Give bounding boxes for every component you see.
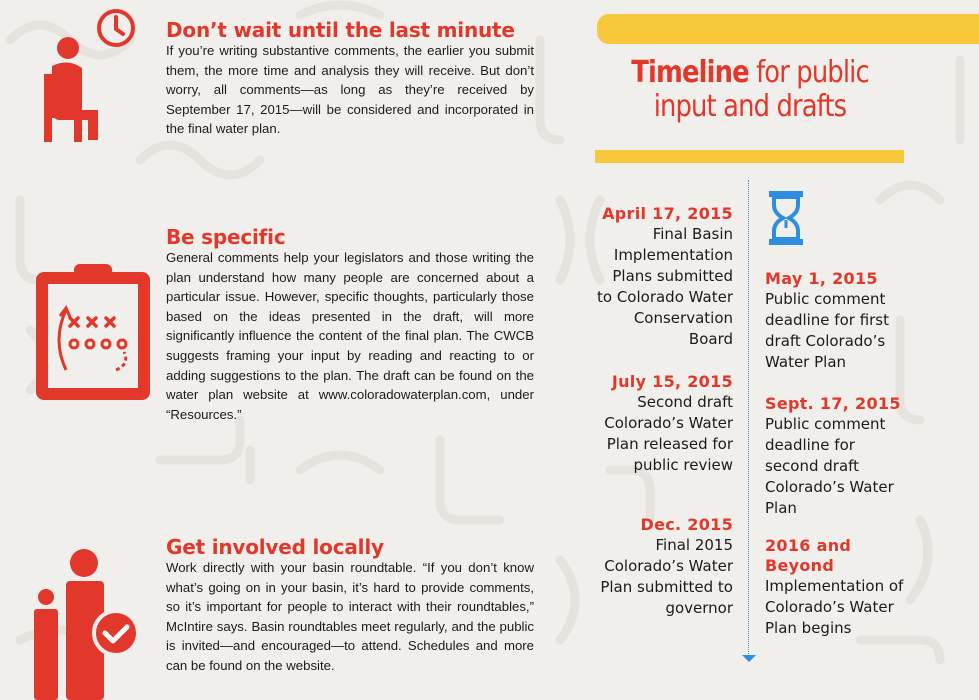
event-date: 2016 and Beyond xyxy=(765,536,852,575)
timeline-event xyxy=(765,536,907,639)
timeline-axis xyxy=(748,180,749,656)
section-heading: Be specific xyxy=(166,225,286,249)
timeline-top-banner xyxy=(597,14,979,44)
timeline-arrow-icon xyxy=(742,655,756,662)
family-checkmark-icon xyxy=(30,545,148,700)
section-body: If you’re writing substantive comments, the earlier you submit them, the more time and analysis they will receive. But don’t worry, all comments—as long as they’re received by September 17, 2015—will be considered and incorporated in the final water plan. xyxy=(166,43,534,137)
timeline-event xyxy=(765,269,905,373)
event-text: Public comment deadline for second draft Colorado’s Water Plan xyxy=(765,415,894,517)
timeline-title xyxy=(618,56,881,124)
section-body: General comments help your legislators and those writing the plan understand how many people are concerned about a particular issue. However, specific thoughts, particularly those based on the ideas presented in the draft, will more significantly influence the content of the final plan. The CWCB suggests framing your input by reading and reacting to or adding suggestions to the plan. The draft can be found on the water plan website at www.coloradowaterplan.com, under “Resources.” xyxy=(166,250,534,422)
timeline-event xyxy=(597,372,733,476)
section-get-involved xyxy=(166,536,534,676)
timeline-event xyxy=(597,204,733,350)
event-text: Final Basin Implementation Plans submitted to Colorado Water Conservation Board xyxy=(597,225,733,348)
event-date: May 1, 2015 xyxy=(765,269,878,288)
section-last-minute xyxy=(166,19,534,139)
person-waiting-clock-icon xyxy=(38,8,138,148)
timeline-event xyxy=(765,394,907,519)
section-heading: Get involved locally xyxy=(166,535,384,559)
clipboard-playbook-icon xyxy=(30,258,158,403)
event-text: Second draft Colorado’s Water Plan released for public review xyxy=(604,393,733,474)
timeline-title-line2: input and drafts xyxy=(653,89,847,124)
event-date: Dec. 2015 xyxy=(640,515,733,534)
event-date: Sept. 17, 2015 xyxy=(765,394,901,413)
timeline-title-bold: Timeline xyxy=(631,55,749,90)
event-text: Final 2015 Colorado’s Water Plan submitted to governor xyxy=(600,536,733,617)
event-date: July 15, 2015 xyxy=(611,372,733,391)
section-body: Work directly with your basin roundtable. “If you don’t know what’s going on in your basin, it’s hard to provide comments, so it’s important for people to interact with their roundtables,” McIntire says. Basin roundtables meet regularly, and the public is invited—and encouraged—to attend. Schedules and more can be found on the website. xyxy=(166,560,534,673)
section-heading: Don’t wait until the last minute xyxy=(166,18,515,42)
timeline-event xyxy=(597,515,733,619)
event-date: April 17, 2015 xyxy=(602,204,733,223)
section-be-specific xyxy=(166,226,534,424)
timeline-title-rest: for public xyxy=(748,55,869,90)
timeline-bottom-banner xyxy=(595,150,904,163)
event-text: Public comment deadline for first draft Colorado’s Water Plan xyxy=(765,290,890,371)
hourglass-icon xyxy=(768,190,804,246)
event-text: Implementation of Colorado’s Water Plan begins xyxy=(765,577,904,637)
